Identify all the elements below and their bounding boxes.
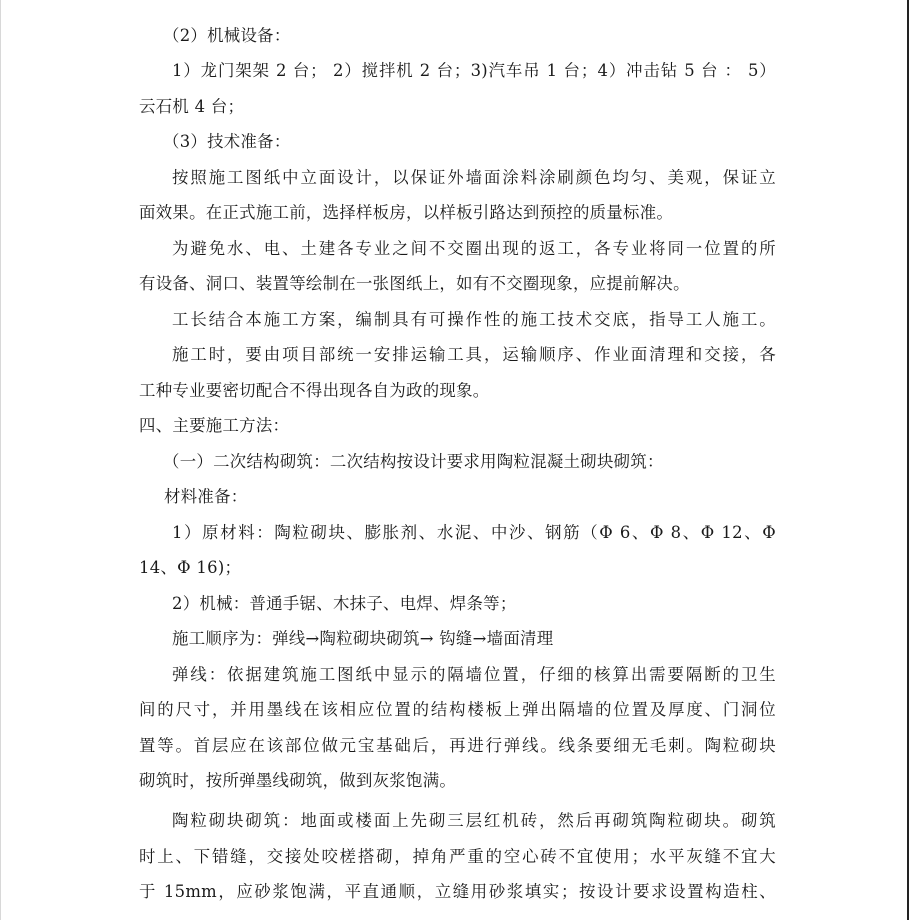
paragraph-line: 2）机械：普通手锯、木抹子、电焊、焊条等； <box>172 594 517 613</box>
paragraph-line: 施工时，要由项目部统一安排运输工具，运输顺序、作业面清理和交接，各 <box>172 345 776 364</box>
paragraph-line: 置等。首层应在该部位做元宝基础后，再进行弹线。线条要细无毛刺。陶粒砌块 <box>139 736 776 755</box>
paragraph-line: 有设备、洞口、装置等绘制在一张图纸上，如有不交圈现象，应提前解决。 <box>139 274 690 293</box>
paragraph-line: 面效果。在正式施工前，选择样板房，以样板引路达到预控的质量标准。 <box>139 203 674 222</box>
paragraph-line: 1）原材料：陶粒砌块、膨胀剂、水泥、中沙、钢筋（Φ 6、Φ 8、Φ 12、Φ <box>172 523 776 542</box>
heading-technical-prep: （3）技术准备： <box>163 132 291 151</box>
paragraph-line: 工长结合本施工方案，编制具有可操作性的施工技术交底，指导工人施工。 <box>172 310 776 329</box>
paragraph-line: 为避免水、电、土建各专业之间不交圈出现的返工，各专业将同一位置的所 <box>172 239 776 258</box>
paragraph-line: 14、Φ 16)； <box>139 558 242 577</box>
paragraph-line: 1）龙门架架 2 台； 2）搅拌机 2 台；3)汽车吊 1 台；4）冲击钻 5 台 ： 5） <box>172 61 776 80</box>
paragraph-line: 施工顺序为：弹线→陶粒砌块砌筑→ 钩缝→墙面清理 <box>172 629 554 648</box>
heading-materials: 材料准备： <box>164 487 248 506</box>
paragraph-line: 陶粒砌块砌筑：地面或楼面上先砌三层红机砖，然后再砌筑陶粒砌块。砌筑 <box>172 811 776 830</box>
heading-machinery: （2）机械设备： <box>163 26 291 45</box>
paragraph-line: 砌筑时，按所弹墨线砌筑，做到灰浆饱满。 <box>139 771 457 790</box>
paragraph-line: 工种专业要密切配合不得出现各自为政的现象。 <box>139 381 490 400</box>
section-heading-main-methods: 四、主要施工方法： <box>139 416 290 435</box>
paragraph-line: 弹线：依据建筑施工图纸中显示的隔墙位置，仔细的核算出需要隔断的卫生 <box>172 665 776 684</box>
paragraph-line: 云石机 4 台； <box>139 97 245 116</box>
paragraph-line: 间的尺寸，并用墨线在该相应位置的结构楼板上弹出隔墙的位置及厚度、门洞位 <box>139 700 776 719</box>
paragraph-line: 于 15mm，应砂浆饱满，平直通顺，立缝用砂浆填实；按设计要求设置构造柱、 <box>139 882 776 901</box>
subsection-heading-secondary-structure: （一）二次结构砌筑：二次结构按设计要求用陶粒混凝土砌块砌筑： <box>163 452 664 471</box>
paragraph-line: 时上、下错缝，交接处咬槎搭砌，掉角严重的空心砖不宜使用；水平灰缝不宜大 <box>139 847 776 866</box>
paragraph-line: 按照施工图纸中立面设计，以保证外墙面涂料涂刷颜色均匀、美观，保证立 <box>172 168 776 187</box>
